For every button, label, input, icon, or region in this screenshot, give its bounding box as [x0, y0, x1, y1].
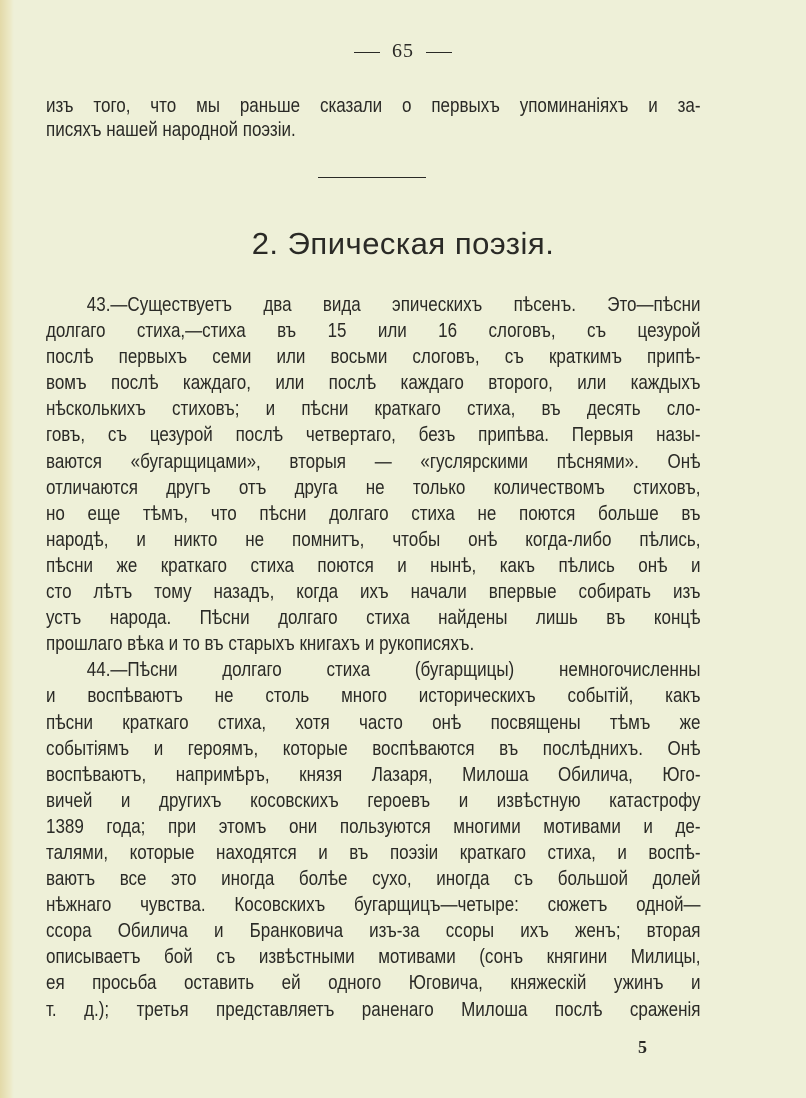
text-line: сто лѣтъ тому назадъ, когда ихъ начали впервые собирать изъ [46, 581, 701, 604]
text-line: 43.—Существуетъ два вида эпическихъ пѣсенъ. Это—пѣсни [86, 294, 701, 316]
text-line: говъ, съ цезурой послѣ четвертаго, безъ припѣва. Первыя назы- [46, 424, 701, 447]
text-line: но еще тѣмъ, что пѣсни долгаго стиха не поются больше въ [46, 502, 701, 525]
text-line: ваются «бугарщицами», вторыя — «гуслярскими пѣснями». Онѣ [46, 450, 701, 473]
page-number-text: 65 [392, 40, 414, 62]
dash [354, 52, 380, 53]
text-line: пѣсни краткаго стиха, хотя часто онѣ посвящены тѣмъ же [46, 711, 701, 734]
text-line: ссора Обилича и Бранковича изъ-за ссоры ихъ женъ; вторая [46, 920, 701, 943]
dash [426, 52, 452, 53]
text-line: ея просьба оставить ей одного Юговича, княжескій ужинъ и [46, 972, 701, 995]
text-line: событіямъ и героямъ, которые воспѣваются въ послѣднихъ. Онѣ [46, 737, 701, 760]
text-line: нѣсколькихъ стиховъ; и пѣсни краткаго стиха, въ десять сло- [46, 398, 701, 421]
page-number [0, 40, 806, 63]
text-line: описываетъ бой съ извѣстными мотивами (сонъ княгини Милицы, [46, 946, 701, 969]
text-line: талями, которые находятся и въ поэзіи краткаго стиха, и воспѣ- [46, 841, 701, 864]
text-line: 44.—Пѣсни долгаго стиха (бугарщицы) немногочисленны [86, 659, 701, 682]
section-divider [318, 177, 426, 178]
signature-mark: 5 [638, 1037, 647, 1057]
text-line: вомъ послѣ каждаго, или послѣ каждаго второго, или каждыхъ [46, 372, 701, 395]
text-line: вичей и другихъ косовскихъ героевъ и извѣстную катастрофу [46, 789, 701, 812]
text-line: прошлаго вѣка и то въ старыхъ книгахъ и рукописяхъ. [46, 633, 475, 656]
text-line: пѣсни же краткаго стиха поются и нынѣ, какъ пѣлись онѣ и [46, 554, 701, 577]
text-line: долгаго стиха,—стиха въ 15 или 16 слоговъ, съ цезурой [46, 320, 701, 343]
text-line: изъ того, что мы раньше сказали о первыхъ упоминаніяхъ и за- [46, 95, 701, 117]
text-line: народѣ, и никто не помнитъ, чтобы онѣ когда-либо пѣлись, [46, 528, 701, 551]
paragraph-43 [46, 292, 701, 1023]
text-line: послѣ первыхъ семи или восьми слоговъ, съ краткимъ припѣ- [46, 346, 701, 369]
text-line: и воспѣваютъ не столь много историческихъ событій, какъ [46, 685, 701, 708]
text-line: писяхъ нашей народной поэзіи. [46, 119, 296, 141]
page-edge [0, 0, 14, 1098]
text-line: 1389 года; при этомъ они пользуются многими мотивами и де- [46, 815, 701, 838]
text-line: ваютъ все это иногда болѣе сухо, иногда съ большой долей [46, 868, 701, 891]
text-line: воспѣваютъ, напримѣръ, князя Лазаря, Милоша Обилича, Юго- [46, 763, 701, 786]
text-line: т. д.); третья представляетъ раненаго Милоша послѣ сраженія [46, 998, 701, 1021]
text-line: нѣжнаго чувства. Косовскихъ бугарщицъ—четыре: сюжетъ одной— [46, 894, 701, 917]
section-title: 2. Эпическая поэзія. [251, 226, 555, 261]
text-line: отличаются другъ отъ друга не только количествомъ стиховъ, [46, 476, 701, 499]
text-line: устъ народа. Пѣсни долгаго стиха найдены лишь въ концѣ [46, 607, 701, 630]
intro-text [46, 94, 701, 142]
